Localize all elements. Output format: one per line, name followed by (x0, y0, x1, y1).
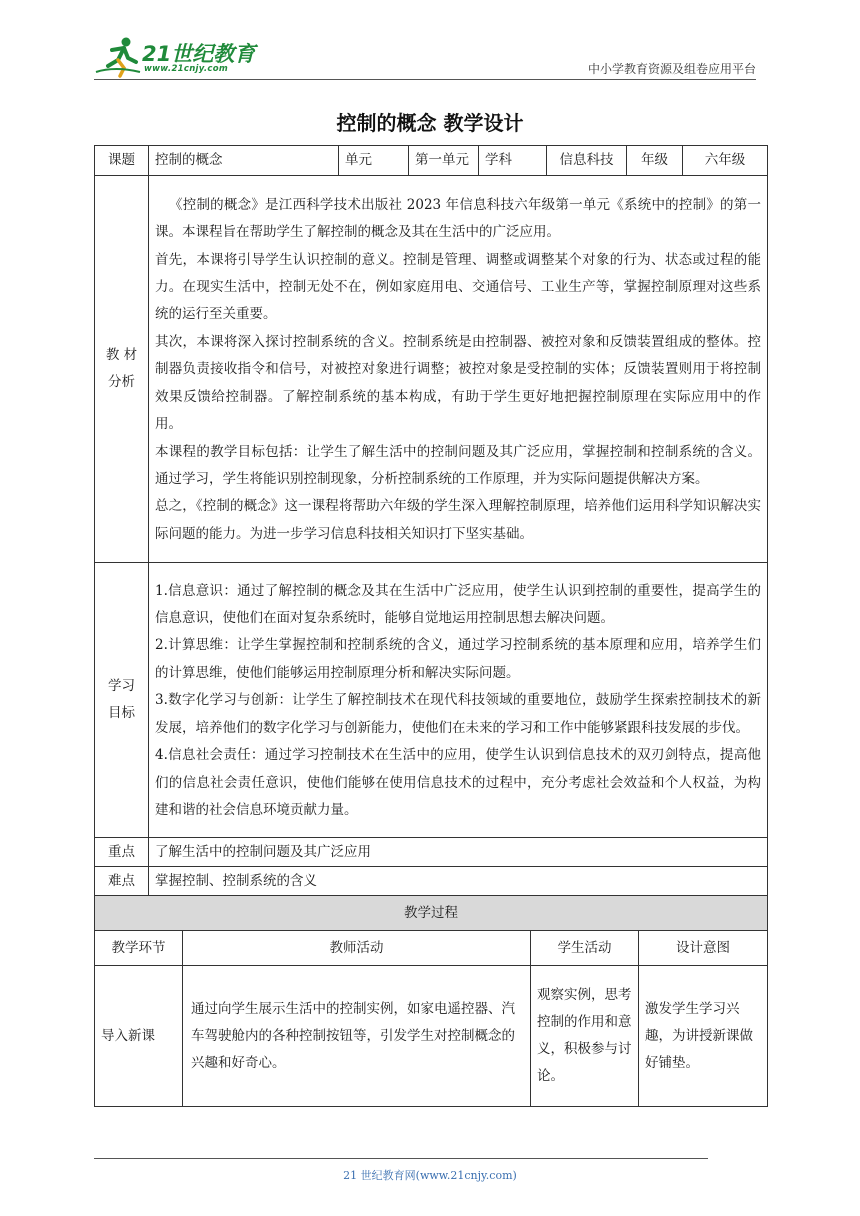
unit-value: 第一单元 (409, 146, 479, 176)
process-column-headers (95, 931, 768, 966)
logo-url: www.21cnjy.com (144, 64, 228, 74)
grade-label: 年级 (627, 146, 683, 176)
key-point-value: 了解生活中的控制问题及其广泛应用 (149, 838, 768, 867)
difficulty-row (95, 867, 768, 896)
objectives-content (149, 563, 768, 838)
course-label: 课题 (95, 146, 149, 176)
objective-item: 2.计算思维：让学生掌握控制和控制系统的含义，通过学习控制系统的基本原理和应用，培养学生们的计算思维，使他们能够运用控制原理分析和解决实际问题。 (155, 637, 761, 681)
footer-link[interactable]: 21 世纪教育网(www.21cnjy.com) (343, 1169, 517, 1182)
difficulty-label: 难点 (95, 867, 149, 896)
footer-divider (94, 1158, 708, 1159)
objective-item: 1.信息意识：通过了解控制的概念及其在生活中广泛应用，使学生认识到控制的重要性，提高学生的信息意识，使他们在面对复杂系统时，能够自觉地运用控制思想去解决问题。 (155, 582, 761, 627)
page-header (0, 0, 860, 90)
process-stage: 导入新课 (95, 966, 183, 1107)
material-analysis-row (95, 176, 768, 563)
difficulty-value: 掌握控制、控制系统的含义 (149, 867, 768, 896)
unit-label: 单元 (339, 146, 409, 176)
objective-item: 4.信息社会责任：通过学习控制技术在生活中的应用，使学生认识到信息技术的双刃剑特点，提高他们的信息社会责任意识，使他们能够在使用信息技术的过程中，充分考虑社会效益和个人权益，为构建和谐的社会信息环境贡献力量。 (155, 747, 761, 818)
info-row (95, 146, 768, 176)
material-paragraph: 其次，本课将深入探讨控制系统的含义。控制系统是由控制器、被控对象和反馈装置组成的整体。控制器负责接收指令和信号，对被控对象进行调整；被控对象是受控制的实体；反馈装置则用于将控制效果反馈给控制器。了解控制系统的基本构成，有助于学生更好地把握控制原理在实际应用中的作用。 (155, 333, 761, 433)
grade-value: 六年级 (683, 146, 768, 176)
column-header-intent: 设计意图 (639, 931, 768, 966)
subject-label: 学科 (479, 146, 547, 176)
objectives-label: 学习 目标 (95, 563, 149, 838)
header-divider (94, 79, 756, 80)
process-row (95, 966, 768, 1107)
objectives-row (95, 563, 768, 838)
subject-value: 信息科技 (547, 146, 627, 176)
process-teacher-activity: 通过向学生展示生活中的控制实例，如家电遥控器、汽车驾驶舱内的各种控制按钮等，引发学生对控制概念的兴趣和好奇心。 (183, 966, 531, 1107)
runner-logo-icon (94, 36, 144, 78)
logo-text: 21世纪教育 (142, 42, 256, 66)
course-value: 控制的概念 (149, 146, 339, 176)
column-header-stage: 教学环节 (95, 931, 183, 966)
process-design-intent: 激发学生学习兴趣，为讲授新课做好铺垫。 (639, 966, 768, 1107)
column-header-student: 学生活动 (531, 931, 639, 966)
material-paragraph: 《控制的概念》是江西科学技术出版社 2023 年信息科技六年级第一单元《系统中的控制》的第一课。本课程旨在帮助学生了解控制的概念及其在生活中的广泛应用。 (155, 196, 761, 241)
process-student-activity: 观察实例，思考控制的作用和意义，积极参与讨论。 (531, 966, 639, 1107)
material-paragraph: 本课程的教学目标包括：让学生了解生活中的控制问题及其广泛应用，掌握控制和控制系统的含义。通过学习，学生将能识别控制现象，分析控制系统的工作原理，并为实际问题提供解决方案。 (155, 443, 761, 487)
process-title: 教学过程 (95, 896, 768, 931)
key-point-row (95, 838, 768, 867)
material-analysis-label: 教 材 分析 (95, 176, 149, 563)
process-title-row (95, 896, 768, 931)
site-logo[interactable] (94, 36, 264, 78)
lesson-info-table (94, 145, 768, 896)
key-point-label: 重点 (95, 838, 149, 867)
document-title: 控制的概念 教学设计 (336, 111, 524, 135)
objective-item: 3.数字化学习与创新：让学生了解控制技术在现代科技领域的重要地位，鼓励学生探索控制技术的新发展，培养他们的数字化学习与创新能力，使他们在未来的学习和工作中能够紧跟科技发展的步伐。 (155, 692, 761, 736)
teaching-process-table (94, 895, 768, 1107)
material-paragraph: 总之，《控制的概念》这一课程将帮助六年级的学生深入理解控制原理，培养他们运用科学知识解决实际问题的能力。为进一步学习信息科技相关知识打下坚实基础。 (155, 498, 761, 542)
material-analysis-content (149, 176, 768, 563)
material-paragraph: 首先，本课将引导学生认识控制的意义。控制是管理、调整或调整某个对象的行为、状态或过程的能力。在现实生活中，控制无处不在，例如家庭用电、交通信号、工业生产等，掌握控制原理对这些系统的运行至关重要。 (155, 251, 761, 323)
column-header-teacher: 教师活动 (183, 931, 531, 966)
platform-name: 中小学教育资源及组卷应用平台 (587, 62, 756, 76)
